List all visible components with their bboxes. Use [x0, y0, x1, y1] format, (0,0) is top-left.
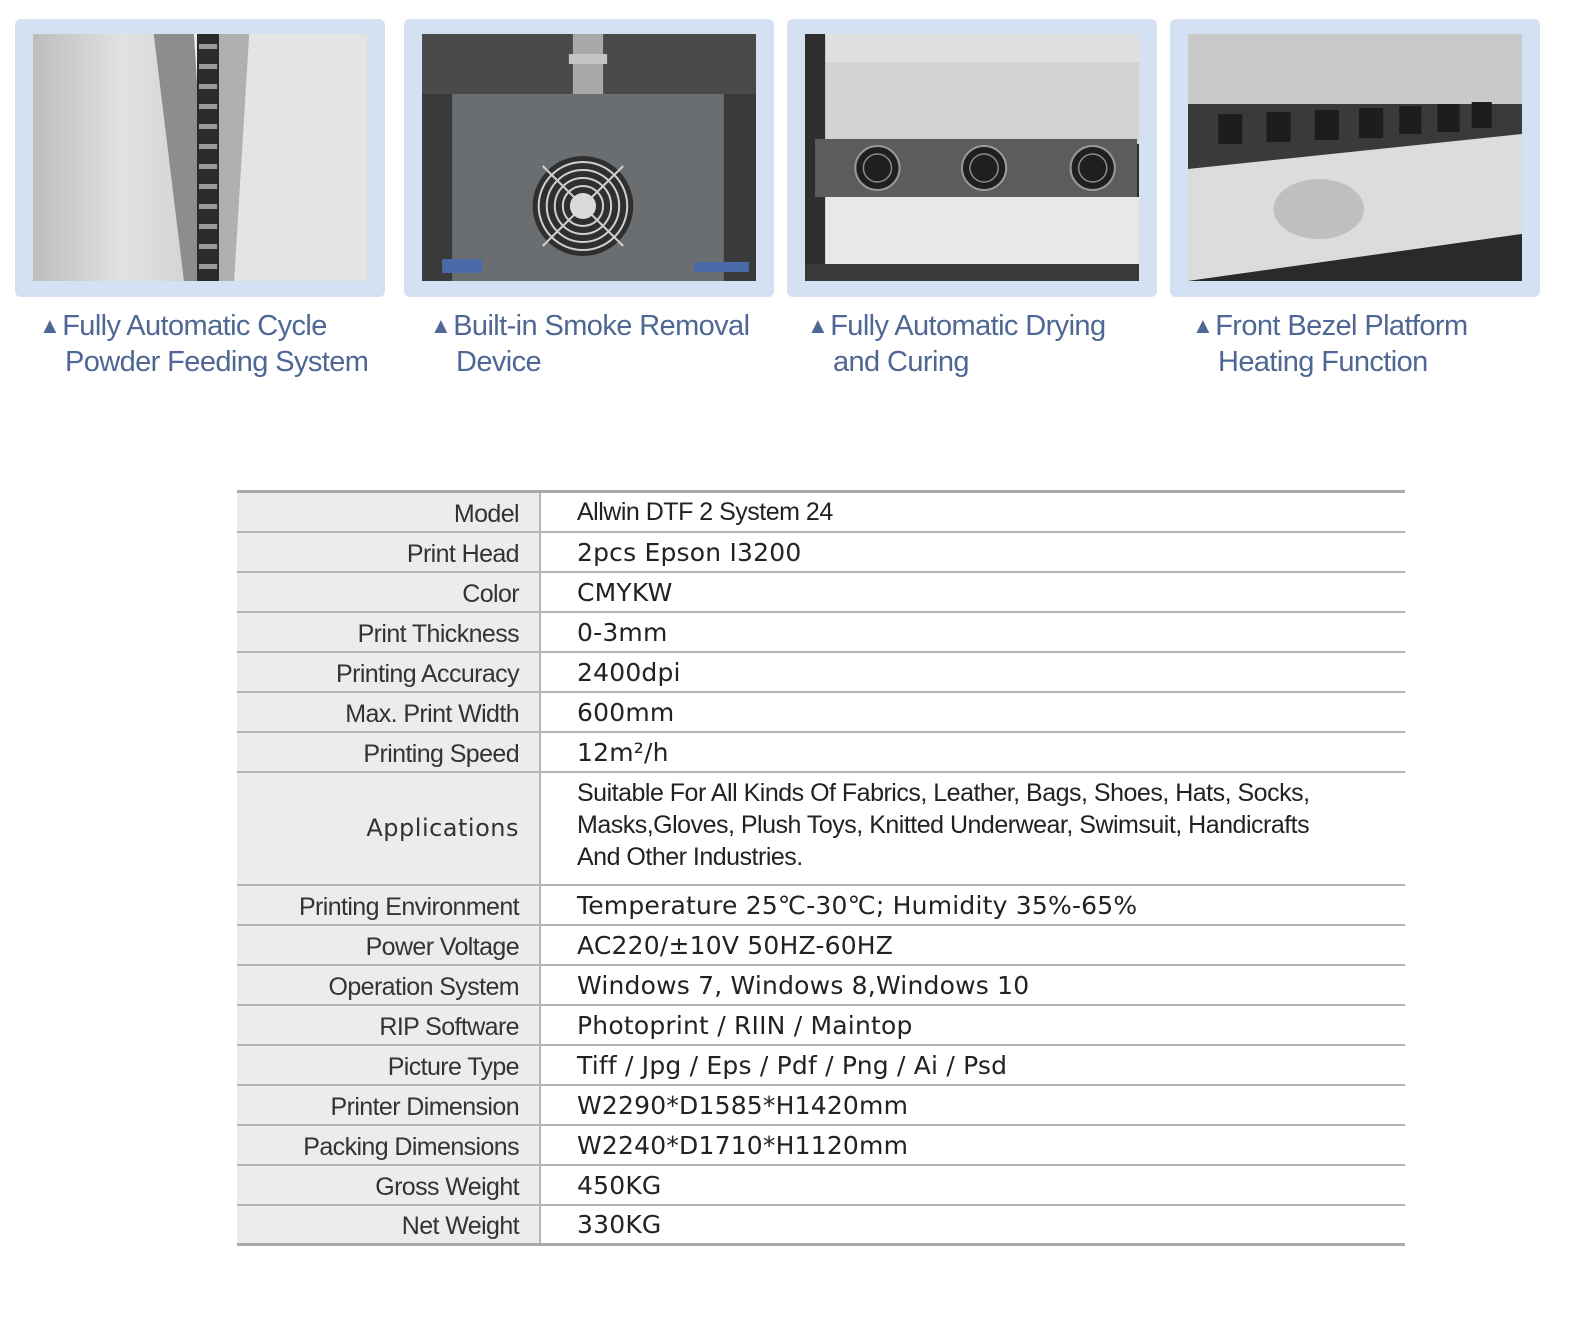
powder-feeding-photo [33, 34, 367, 281]
feature-caption: ▲Fully Automatic Cycle Powder Feeding System [39, 310, 369, 378]
table-row [237, 572, 1405, 612]
table-row [237, 492, 1405, 532]
spec-value: W2240*D1710*H1120mm [540, 1125, 1405, 1165]
table-row [237, 692, 1405, 732]
photo-frame [1170, 19, 1540, 297]
triangle-icon: ▲ [1192, 313, 1214, 338]
feature-card-powder-feeding [15, 19, 385, 379]
spec-value: AC220/±10V 50HZ-60HZ [540, 925, 1405, 965]
spec-value: W2290*D1585*H1420mm [540, 1085, 1405, 1125]
spec-label: Power Voltage [237, 925, 540, 965]
table-row [237, 612, 1405, 652]
spec-label: Printing Environment [237, 885, 540, 925]
spec-value: 330KG [577, 1210, 662, 1239]
spec-value: Windows 7, Windows 8,Windows 10 [540, 965, 1405, 1005]
spec-value: CMYKW [540, 572, 1405, 612]
spec-value: Allwin DTF 2 System 24 [540, 492, 1405, 532]
spec-label: Print Thickness [237, 612, 540, 652]
triangle-icon: ▲ [430, 313, 452, 338]
spec-value: 12m²/h [540, 732, 1405, 772]
triangle-icon: ▲ [807, 313, 829, 338]
table-row [237, 1005, 1405, 1045]
spec-value: Suitable For All Kinds Of Fabrics, Leather, Bags, Shoes, Hats, Socks, Masks,Gloves, Plush Toys, Knitted Underwear, Swimsuit, Handicrafts And Other Industries. [540, 772, 1405, 885]
triangle-icon: ▲ [39, 313, 61, 338]
spec-value: 2pcs Epson I3200 [540, 532, 1405, 572]
feature-caption: ▲Front Bezel Platform Heating Function [1192, 310, 1468, 378]
spec-label: Applications [237, 772, 540, 885]
feature-card-bezel-heating [1170, 19, 1540, 379]
spec-label: Model [237, 492, 540, 532]
spec-label: Operation System [237, 965, 540, 1005]
spec-label: Packing Dimensions [237, 1125, 540, 1165]
table-row [237, 652, 1405, 692]
table-row [237, 965, 1405, 1005]
table-row [237, 772, 1405, 885]
table-row [237, 1165, 1405, 1205]
table-row [237, 1085, 1405, 1125]
spec-label: Net Weight [237, 1205, 540, 1245]
feature-caption: ▲Built-in Smoke Removal Device [430, 310, 750, 378]
smoke-removal-photo [422, 34, 756, 281]
feature-card-drying-curing [787, 19, 1157, 379]
spec-value: Temperature 25℃-30℃; Humidity 35%-65% [540, 885, 1405, 925]
bezel-heating-photo [1188, 34, 1522, 281]
spec-label: Printing Accuracy [237, 652, 540, 692]
drying-curing-photo [805, 34, 1139, 281]
spec-label: Max. Print Width [237, 692, 540, 732]
feature-gallery [0, 0, 1586, 400]
photo-frame [15, 19, 385, 297]
spec-label: Printing Speed [237, 732, 540, 772]
feature-caption: ▲Fully Automatic Drying and Curing [807, 310, 1106, 378]
table-row [237, 1045, 1405, 1085]
spec-table [237, 490, 1405, 1246]
spec-value: 2400dpi [540, 652, 1405, 692]
photo-frame [787, 19, 1157, 297]
feature-card-smoke-removal [404, 19, 774, 379]
spec-value: 0-3mm [540, 612, 1405, 652]
table-row [237, 732, 1405, 772]
spec-label: Printer Dimension [237, 1085, 540, 1125]
spec-label: Color [237, 572, 540, 612]
table-row [237, 532, 1405, 572]
spec-value: 600mm [540, 692, 1405, 732]
table-row [237, 885, 1405, 925]
spec-label: Gross Weight [237, 1165, 540, 1205]
spec-value: 450KG [540, 1165, 1405, 1205]
photo-frame [404, 19, 774, 297]
spec-label: RIP Software [237, 1005, 540, 1045]
table-row [237, 925, 1405, 965]
spec-value: Photoprint / RIIN / Maintop [540, 1005, 1405, 1045]
table-row [237, 1125, 1405, 1165]
spec-label: Print Head [237, 532, 540, 572]
spec-label: Picture Type [237, 1045, 540, 1085]
spec-value: Tiff / Jpg / Eps / Pdf / Png / Ai / Psd [540, 1045, 1405, 1085]
table-row [237, 1205, 1405, 1245]
